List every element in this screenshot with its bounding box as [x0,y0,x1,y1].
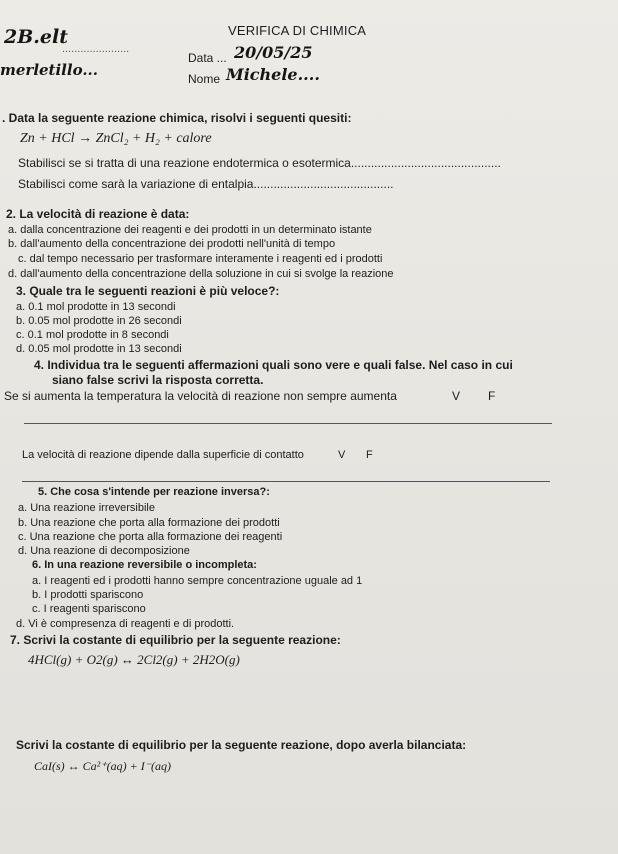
q3-option-b: b. 0.05 mol prodotte in 26 secondi [16,315,182,327]
q2-option-d: d. dall'aumento della concentrazione della soluzione in cui si svolge la reazione [8,268,394,280]
q5-option-a: a. Una reazione irreversibile [18,502,155,514]
q4-statement-2-true: V [338,449,346,461]
q2-option-a: a. dalla concentrazione dei reagenti e dei prodotti in un determinato istante [8,224,372,236]
q5-option-b: b. Una reazione che porta alla formazione dei prodotti [18,517,280,529]
q7-text: 7. Scrivi la costante di equilibrio per la seguente reazione: [10,633,341,647]
class-handwritten: 2B.elt [4,26,68,48]
q4-statement-2-false: F [366,449,373,461]
q1-text: . Data la seguente reazione chimica, risolvi i seguenti quesiti: [2,111,352,125]
q2-option-c: c. dal tempo necessario per trasformare interamente i reagenti ed i prodotti [18,253,383,265]
q3-option-a: a. 0.1 mol prodotte in 13 secondi [16,301,176,313]
q7-reaction: 4HCl(g) + O2(g) ↔ 2Cl2(g) + 2H2O(g) [28,652,240,667]
q3-text: 3. Quale tra le seguenti reazioni è più veloce?: [16,284,280,298]
q4-text-2: siano false scrivi la risposta corretta. [52,373,264,387]
q3-option-d: d. 0.05 mol prodotte in 13 secondi [16,343,182,355]
q6-text: 6. In una reazione reversibile o incompleta: [32,559,257,571]
surname-handwritten: merletillo... [0,61,98,79]
q1-line-b: Stabilisci come sarà la variazione di entalpia.......................................... [18,177,394,191]
q2-text: 2. La velocità di reazione è data: [6,207,190,221]
name-value: Michele.... [226,65,320,84]
q5-option-c: c. Una reazione che porta alla formazione dei reagenti [18,531,283,543]
q4-answer-line-1 [24,423,552,424]
q8-reaction: CaI(s) ↔ Ca²⁺(aq) + I⁻(aq) [34,759,172,773]
name-label: Nome [188,72,221,86]
q4-statement-1-true: V [452,389,461,403]
q4-statement-1-false: F [488,389,496,403]
q1-reaction: Zn + HCl → ZnCl₂ + H₂ + calore [20,131,212,146]
q4-text-1: 4. Individua tra le seguenti affermazioni quali sono vere e quali false. Nel caso in cui [34,358,513,372]
q6-option-a: a. I reagenti ed i prodotti hanno sempre concentrazione uguale ad 1 [32,575,363,587]
q8-text: Scrivi la costante di equilibrio per la seguente reazione, dopo averla bilanciata: [16,738,467,752]
q4-statement-2: La velocità di reazione dipende dalla superficie di contatto [22,449,304,461]
q4-statement-1: Se si aumenta la temperatura la velocità di reazione non sempre aumenta [4,389,397,403]
q6-option-d: d. Vi è compresenza di reagenti e di prodotti. [16,618,235,630]
date-label: Data ... [188,51,227,65]
q5-text: 5. Che cosa s'intende per reazione inversa?: [38,486,270,498]
q6-option-b: b. I prodotti spariscono [32,589,144,601]
page-title: VERIFICA DI CHIMICA [228,23,367,38]
date-value: 20/05/25 [234,43,313,62]
q1-line-a: Stabilisci se si tratta di una reazione endotermica o esotermica............................................. [18,156,501,170]
q5-option-d: d. Una reazione di decomposizione [18,545,190,557]
q2-option-b: b. dall'aumento della concentrazione dei prodotti nell'unità di tempo [8,238,336,250]
class-dots: ...................... [62,43,130,55]
q4-answer-line-2 [22,481,550,482]
q3-option-c: c. 0.1 mol prodotte in 8 secondi [16,329,169,341]
q6-option-c: c. I reagenti spariscono [32,603,146,615]
